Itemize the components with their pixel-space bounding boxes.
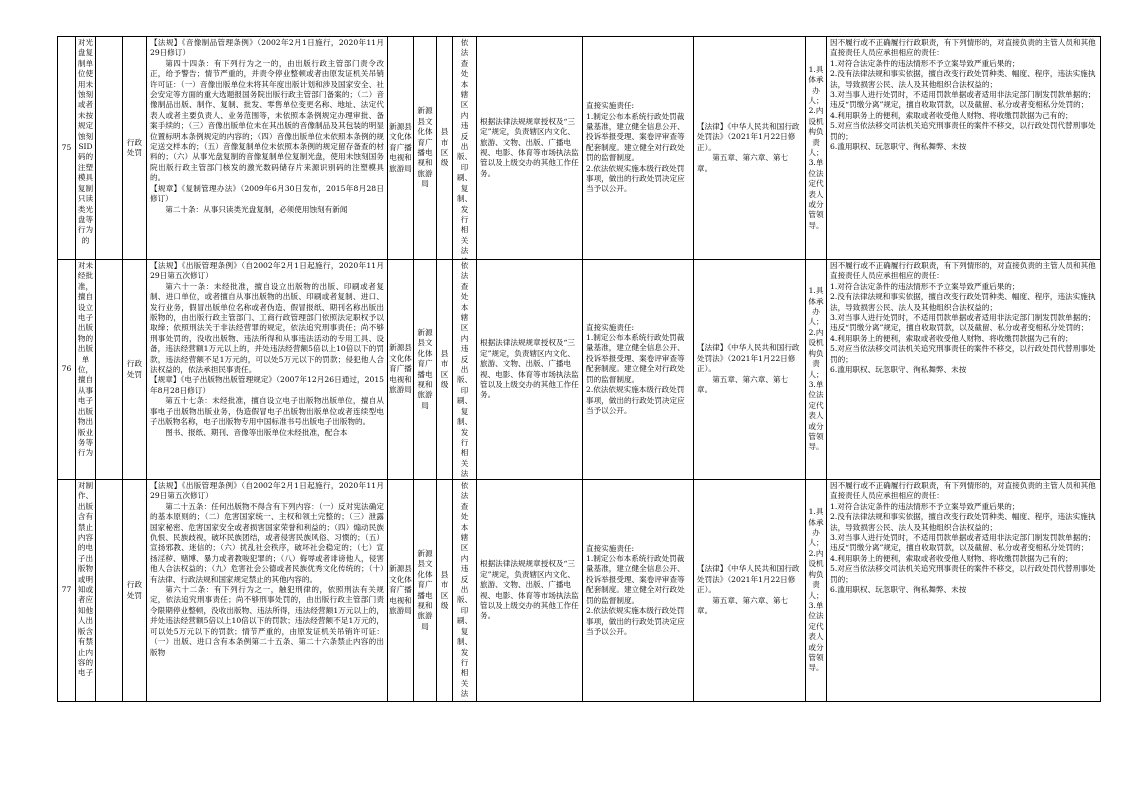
resp-line: 6.滥用职权、玩忽职守、徇私舞弊、未按	[830, 142, 967, 152]
item-number-cell	[58, 480, 76, 702]
sub-item	[97, 481, 121, 700]
legal-basis-paragraph: 第六十一条：未经批准，擅自设立出版物的出版、印刷或者复制、进口单位，或者擅自从事出版物的出版、印刷或者复制、进口、发行业务，假冒出版单位名称或者伪造、假冒报纸、期刊名称出版出版物的，由出版行政主管部门、工商行政管理部门依照法定职权予以取缔；依照刑法关于非法经营罪的规定，依法追究刑事责任；尚不够刑事处罚的，没收出版物、违法所得和从事违法活动的专用工具、设备，违法经营额1万元以上的，并处违法经营额5倍以上10倍以下的罚款，违法经营额不足1万元的，可以处5万元以下的罚款；侵犯他人合法权益的，依法承担民事责任。	[150, 281, 384, 375]
table-row	[58, 260, 1101, 480]
exercise-level-cell	[437, 480, 453, 702]
direct-line: 直接实施责任:	[586, 543, 635, 553]
direct-line: 直接实施责任:	[586, 101, 635, 111]
responsible-subject: 1.具体承办人；2.内设机构负责人；3.单位法定代表人或分管领导。	[808, 507, 824, 673]
legal-basis-paragraph: 第二十五条：任何出版物不得含有下列内容：（一）反对宪法确定的基本原则的；（二）危害国家统一、主权和领土完整的；（三）泄露国家秘密、危害国家安全或者损害国家荣誉和利益的；（四）煽动民族仇恨、民族歧视，破坏民族团结，或者侵害民族风俗、习惯的；（五）宣扬邪教、迷信的；（六）扰乱社会秩序，破坏社会稳定的；（七）宣扬淫秽、赌博、暴力或者教唆犯罪的；（八）侮辱或者诽谤他人，侵害他人合法权益的；（九）危害社会公德或者民族优秀文化传统的；（十）有法律、行政法规和国家规定禁止的其他内容的。	[150, 501, 384, 584]
responsible-subject-cell	[806, 37, 827, 260]
resp-line: 4.利用职务上的便利，索取或者收受他人财物、将收缴罚款据为己有的；	[830, 333, 1073, 343]
item-name: 对未经批准，擅自设立电子出版物的出版单位，擅自从事电子出版物出版业务等行为	[77, 261, 94, 458]
item-name: 对制作、出版含有禁止内容的电子出版物或明知或者应知他人出版含有禁止内容的电子	[77, 481, 94, 678]
direct-responsibility-cell	[583, 480, 694, 702]
resp-line: 因不履行或不正确履行行政职责，有下列情形的，对直接负责的主管人员和其他直接责任人员应承担相应的责任：	[830, 481, 1096, 501]
legal-basis-cell	[147, 260, 388, 480]
scope: 依法查处本辖区内违反出版、印刷、复制、发行相关法	[457, 481, 473, 699]
power-type-cell	[123, 37, 147, 260]
accountability-law	[694, 260, 805, 479]
exercise-level-cell	[437, 260, 453, 480]
responsible-subject: 1.具体承办人；2.内设机构负责人；3.单位法定代表人或分管领导。	[808, 64, 824, 230]
law-line: 【法律】《中华人民共和国行政处罚法》（2021年1月22日修正）。	[697, 564, 800, 595]
resp-line: 6.滥用职权、玩忽职守、徇私舞弊、未按	[830, 365, 967, 375]
duty-text: 根据法律法规规章授权及“三定”规定，负责辖区内文化、旅游、文物、出版、广播电视、电影、体育等市场执法监管以及上级交办的其他工作任务。	[480, 338, 579, 400]
sub-item-cell	[96, 480, 123, 702]
table-row	[58, 37, 1101, 260]
resp-line: 3.对当事人进行处罚时，不适用罚款单据或者适用非法定部门制发罚款单据的；违反“罚缴分离”规定，擅自收取罚款，以及截留、私分或者变相私分处罚的；	[830, 313, 1096, 333]
resp-line: 因不履行或不正确履行行政职责，有下列情形的，对直接负责的主管人员和其他直接责任人员应承担相应的责任：	[830, 38, 1096, 58]
resp-line: 2.没有法律法规和事实依据，擅自改变行政处罚种类、幅度、程序，违法实施执法，导致损害公民、法人及其他组织合法权益的；	[830, 292, 1096, 312]
resp-line: 5.对应当依法移交司法机关追究刑事责任的案件不移交，以行政处罚代替刑事处罚的；	[830, 121, 1096, 141]
law-line: 【法律】《中华人民共和国行政处罚法》（2021年1月22日修正）。	[697, 121, 800, 152]
legal-basis-paragraph: 第二十条：从事只读类光盘复制，必须使用蚀刻有新闻	[165, 204, 348, 214]
accountability-law-cell	[694, 37, 806, 260]
resp-line: 6.滥用职权、玩忽职守、徇私舞弊、未按	[830, 585, 967, 595]
accountability-cases	[827, 37, 1100, 259]
accountability-cases	[827, 480, 1100, 701]
implementing-org: 新源县文化体育广播电视和旅游局	[389, 121, 412, 173]
resp-line: 2.没有法律法规和事实依据，擅自改变行政处罚种类、幅度、程序，违法实施执法，导致损害公民、法人及其他组织合法权益的；	[830, 69, 1096, 89]
responsible-org: 新源县文化体育广播电视和旅游局	[417, 548, 433, 631]
item-number: 77	[61, 585, 72, 595]
power-type: 行政处罚	[126, 137, 143, 157]
accountability-cases	[827, 260, 1100, 479]
implementing-org-cell	[388, 480, 414, 702]
exercise-level-cell	[437, 37, 453, 260]
sub-item	[97, 261, 121, 478]
law-line: 第五章、第六章、第七章。	[697, 595, 789, 616]
law-line: 第五章、第六章、第七章。	[697, 153, 789, 173]
legal-basis-cell	[147, 480, 388, 702]
resp-line: 1.对符合法定条件的违法情形不予立案导致严重后果的；	[830, 58, 1020, 68]
item-name-cell	[76, 37, 96, 260]
legal-basis-paragraph: 第五十七条：未经批准，擅自设立电子出版物出版单位，擅自从事电子出版物出版业务，伪造假冒电子出版物出版单位或者连续型电子出版物名称，电子出版物专用中国标准书号出版电子出版物的。	[150, 396, 384, 427]
item-number-cell	[58, 260, 76, 480]
responsible-org: 新源县文化体育广播电视和旅游局	[417, 327, 433, 410]
responsible-org: 新源县文化体育广播电视和旅游局	[417, 106, 433, 189]
direct-line: 1.制定公布本系统行政处罚裁量基准，建立健全信息公开、投诉举报受理、案卷评审查等配套制度。建立健全对行政处罚的监督制度。	[586, 333, 685, 384]
implementing-org: 新源县文化体育广播电视和旅游局	[389, 343, 412, 395]
resp-line: 4.利用职务上的便利，索取或者收受他人财物、将收缴罚款据为己有的；	[830, 110, 1073, 120]
resp-line: 2.没有法律法规和事实依据，擅自改变行政处罚种类、幅度、程序，违法实施执法，导致损害公民、法人及其他组织合法权益的；	[830, 512, 1096, 532]
item-name: 对光盘复制单位使用未蚀刻或者未按规定蚀刻SID码的注塑模具复制只读类光盘等行为的	[77, 38, 94, 245]
legal-basis-paragraph: 【法规】《出版管理条例》（自2002年2月1日起施行，2020年11月29日第五次修订）	[150, 481, 384, 501]
accountability-cases-cell	[827, 480, 1101, 702]
resp-line: 1.对符合法定条件的违法情形不予立案导致严重后果的；	[830, 281, 1020, 291]
implementing-org: 新源县文化体育广播电视和旅游局	[389, 564, 412, 616]
legal-basis	[147, 260, 387, 479]
legal-basis-cell	[147, 37, 388, 260]
legal-basis-paragraph: 第四十四条：有下列行为之一的，由出版行政主管部门责令改正，给予警告；情节严重的，并责令停业整顿或者由原发证机关吊销许可证：（一）音像出版单位未将其年度出版计划和涉及国家安全、社会安定等方面的重大选题报国务院出版行政主管部门备案的；（二）音像制品出版、制作、复制、批发、零售单位变更名称、地址、法定代表人或者主要负责人、业务范围等，未依照本条例规定办理审批、备案手续的；（三）音像出版单位未在其出版的音像制品及其包装的明显位置标明本条例规定的内容的；（四）音像出版单位未依照本条例的规定送交样本的；（五）音像复制单位未依照本条例的规定留存备查的材料的；（六）从事光盘复制的音像复制单位复制光盘，使用未蚀刻国务院出版行政主管部门核发的激光数码储存片来源识别码的注塑模具的。	[150, 58, 384, 183]
resp-line: 因不履行或不正确履行行政职责，有下列情形的，对直接负责的主管人员和其他直接责任人员应承担相应的责任：	[830, 261, 1096, 281]
accountability-law	[694, 37, 805, 259]
responsible-subject: 1.具体承办人；2.内设机构负责人；3.单位法定代表人或分管领导。	[808, 286, 824, 452]
duty-text: 根据法律法规规章授权及“三定”规定，负责辖区内文化、旅游、文物、出版、广播电视、电影、体育等市场执法监管以及上级交办的其他工作任务。	[480, 559, 579, 621]
direct-responsibility	[583, 37, 693, 259]
responsible-org-cell	[414, 37, 437, 260]
direct-responsibility	[583, 480, 693, 701]
power-type-cell	[123, 480, 147, 702]
duty-cell	[477, 260, 583, 480]
duty-cell	[477, 480, 583, 702]
responsible-subject-cell	[806, 260, 827, 480]
legal-basis-paragraph: 【规章】《电子出版物出版管理规定》（2007年12月26日通过，2015年8月28日修订）	[150, 375, 384, 395]
responsible-org-cell	[414, 480, 437, 702]
item-name-cell	[76, 480, 96, 702]
direct-line: 1.制定公布本系统行政处罚裁量基准，建立健全信息公开、投诉举报受理、案卷评审查等配套制度。建立健全对行政处罚的监督制度。	[586, 111, 685, 163]
power-type-cell	[123, 260, 147, 480]
direct-line: 1.制定公布本系统行政处罚裁量基准，建立健全信息公开、投诉举报受理、案卷评审查等配套制度。建立健全对行政处罚的监督制度。	[586, 554, 685, 605]
power-list-table	[57, 36, 1101, 702]
item-number: 76	[61, 364, 72, 374]
item-number-cell	[58, 37, 76, 260]
direct-line: 2.依法依规实施本级行政处罚事项，做出的行政处罚决定应当予以公开。	[586, 163, 685, 194]
responsible-subject-cell	[806, 480, 827, 702]
scope-cell	[453, 260, 477, 480]
power-type: 行政处罚	[126, 359, 143, 379]
accountability-law	[694, 480, 805, 701]
direct-line: 2.依法依规实施本级行政处罚事项，做出的行政处罚决定应当予以公开。	[586, 385, 685, 415]
direct-responsibility-cell	[583, 260, 694, 480]
direct-line: 直接实施责任:	[586, 322, 635, 332]
duty-text: 根据法律法规规章授权及“三定”规定，负责辖区内文化、旅游、文物、出版、广播电视、电影、体育等市场执法监管以及上级交办的其他工作任务。	[480, 116, 579, 178]
resp-line: 1.对符合法定条件的违法情形不予立案导致严重后果的；	[830, 501, 1020, 511]
sub-item-cell	[96, 37, 123, 260]
item-name-cell	[76, 260, 96, 480]
accountability-cases-cell	[827, 260, 1101, 480]
scope-cell	[453, 37, 477, 260]
resp-line: 4.利用职务上的便利，索取或者收受他人财物、将收缴罚款据为己有的；	[830, 553, 1073, 563]
sub-item	[97, 38, 121, 258]
scope: 依法查处本辖区内违反出版、印刷、复制、发行相关法	[457, 38, 473, 256]
exercise-level: 县市区级	[440, 348, 449, 389]
sub-item-cell	[96, 260, 123, 480]
direct-line: 2.依法依规实施本级行政处罚事项，做出的行政处罚决定应当予以公开。	[586, 606, 685, 636]
resp-line: 3.对当事人进行处罚时，不适用罚款单据或者适用非法定部门制发罚款单据的；违反“罚缴分离”规定，擅自收取罚款，以及截留、私分或者变相私分处罚的；	[830, 533, 1096, 553]
duty-cell	[477, 37, 583, 260]
legal-basis-paragraph: 【法规】《音像制品管理条例》（2002年2月1日施行，2020年11月29日修订）	[150, 38, 384, 58]
accountability-law-cell	[694, 260, 806, 480]
item-number: 75	[61, 142, 72, 152]
exercise-level: 县市区级	[440, 569, 449, 610]
exercise-level: 县市区级	[440, 127, 449, 168]
direct-responsibility-cell	[583, 37, 694, 260]
scope-cell	[453, 480, 477, 702]
legal-basis-paragraph: 第六十二条：有下列行为之一，触犯刑律的，依照刑法有关规定，依法追究刑事责任；尚不够刑事处罚的，由出版行政主管部门责令限期停业整顿，没收出版物、违法所得，违法经营额1万元以上的，并处违法经营额5倍以上10倍以下的罚款；违法经营额不足1万元的，可以处5万元以下的罚款；情节严重的，由原发证机关吊销许可证：（一）出版、进口含有本条例第二十五条、第二十六条禁止内容的出版物	[150, 585, 384, 657]
table-row	[58, 480, 1101, 702]
implementing-org-cell	[388, 37, 414, 260]
law-line: 第五章、第六章、第七章。	[697, 374, 789, 395]
accountability-cases-cell	[827, 37, 1101, 260]
resp-line: 5.对应当依法移交司法机关追究刑事责任的案件不移交，以行政处罚代替刑事处罚的；	[830, 564, 1096, 584]
legal-basis	[147, 37, 387, 259]
legal-basis-paragraph: 【法规】《出版管理条例》（自2002年2月1日起施行，2020年11月29日第五次修订）	[150, 261, 384, 281]
law-line: 【法律】《中华人民共和国行政处罚法》（2021年1月22日修正）。	[697, 343, 800, 374]
resp-line: 5.对应当依法移交司法机关追究刑事责任的案件不移交，以行政处罚代替刑事处罚的；	[830, 344, 1096, 364]
resp-line: 3.对当事人进行处罚时，不适用罚款单据或者适用非法定部门制发罚款单据的；违反“罚缴分离”规定，擅自收取罚款，以及截留、私分或者变相私分处罚的；	[830, 90, 1096, 110]
legal-basis	[147, 480, 387, 701]
responsible-org-cell	[414, 260, 437, 480]
legal-basis-paragraph: 【规章】《复制管理办法》（2009年6月30日发布，2015年8月28日修订）	[150, 183, 384, 204]
power-type: 行政处罚	[126, 580, 143, 600]
accountability-law-cell	[694, 480, 806, 702]
implementing-org-cell	[388, 260, 414, 480]
scope: 依法查处本辖区内违反出版、印刷、复制、发行相关法	[457, 261, 473, 479]
legal-basis-paragraph: 图书、报纸、期刊、音像等出版单位未经批准，配合本	[165, 427, 348, 437]
direct-responsibility	[583, 260, 693, 479]
